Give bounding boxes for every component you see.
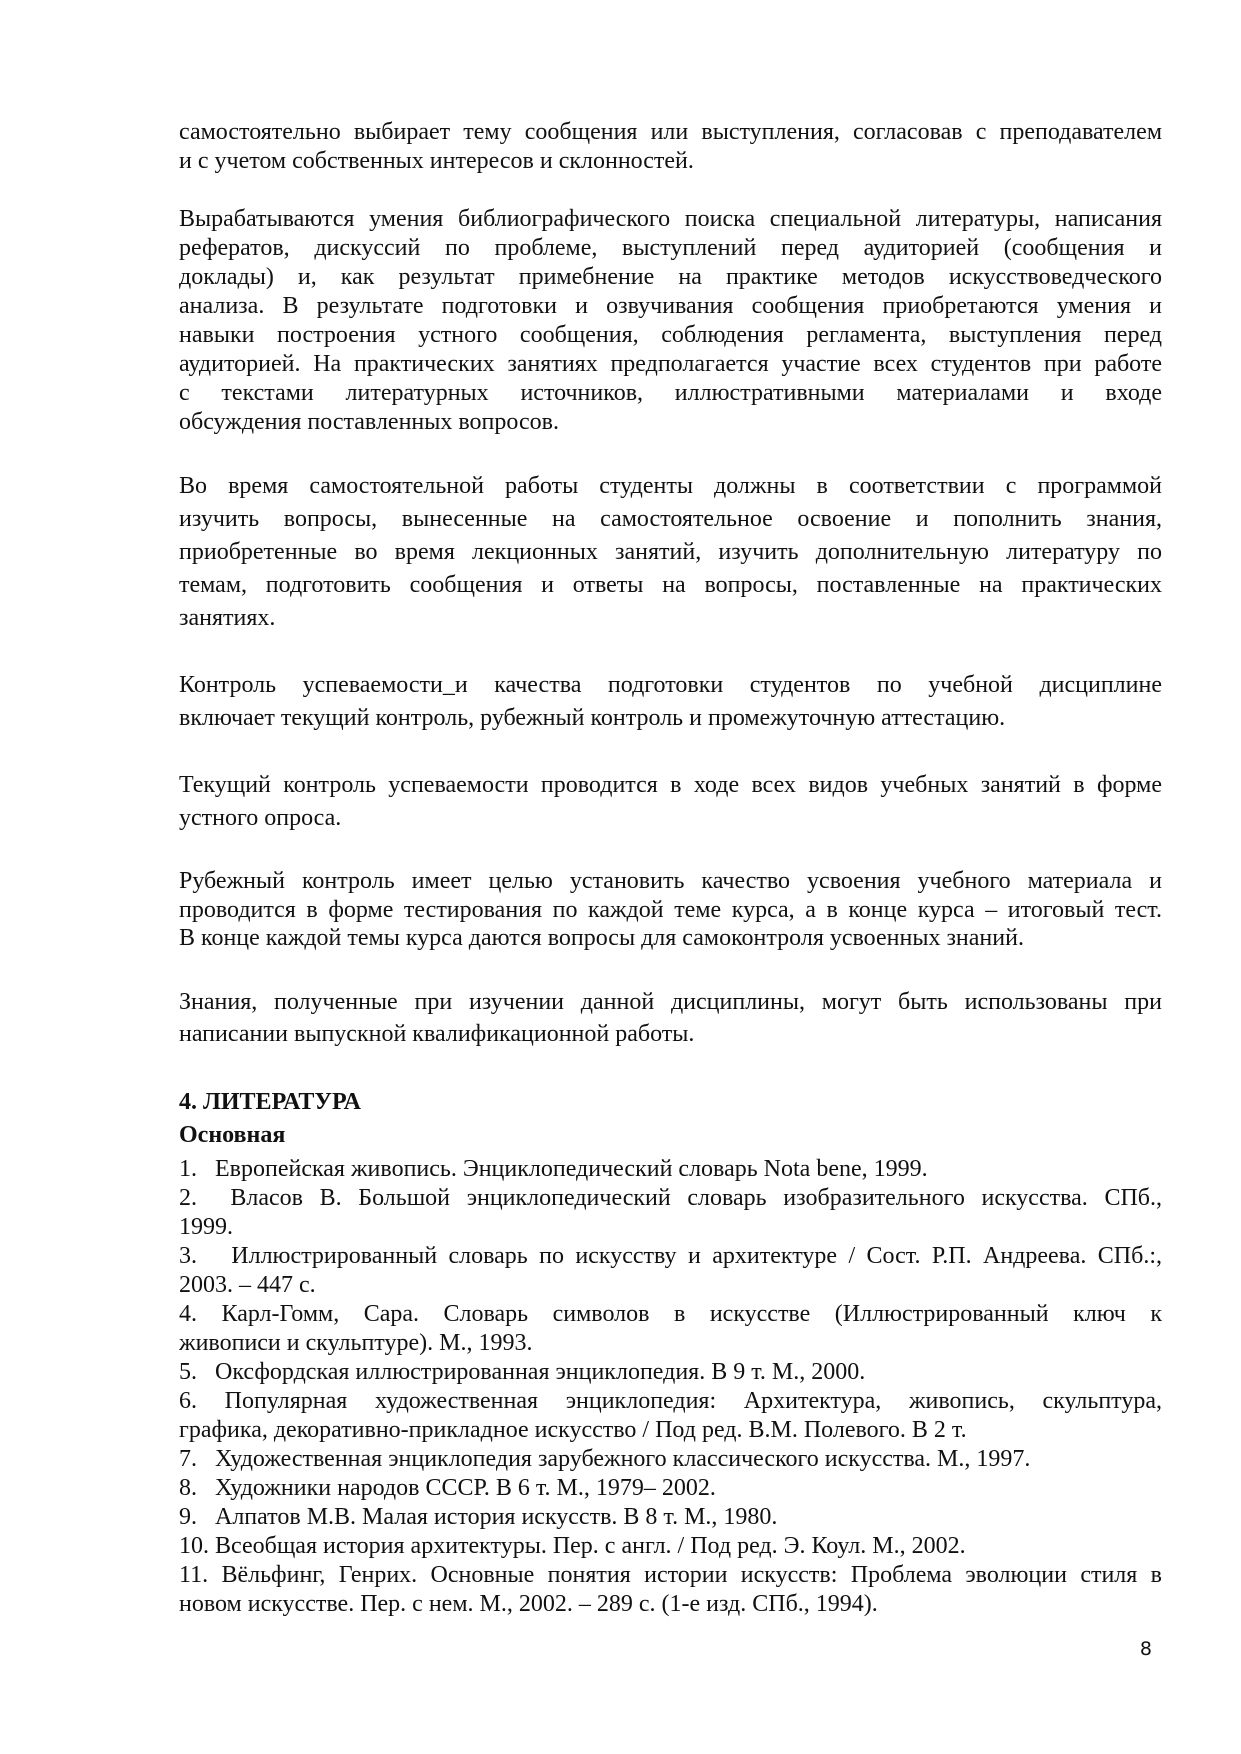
paragraph-2 xyxy=(179,205,1162,437)
reference-list xyxy=(179,1155,1162,1619)
text-line: включает текущий контроль, рубежный контроль и промежуточную аттестацию. xyxy=(179,705,1006,731)
text-line: устного опроса. xyxy=(179,805,342,831)
reference-line: 3. Иллюстрированный словарь по искусству и архитектуре / Сост. Р.П. Андреева. СПб.:, xyxy=(179,1243,1162,1269)
reference-line: новом искусстве. Пер. с нем. М., 2002. – 289 с. (1-е изд. СПб., 1994). xyxy=(179,1591,878,1617)
text-line: Вырабатываются умения библиографического поиска специальной литературы, написания xyxy=(179,206,1162,232)
reference-line: 1. Европейская живопись. Энциклопедический словарь Nota bene, 1999. xyxy=(179,1156,928,1182)
reference-line: 4. Карл-Гомм, Сара. Словарь символов в искусстве (Иллюстрированный ключ к xyxy=(179,1301,1162,1327)
text-line: проводится в форме тестирования по каждой теме курса, а в конце курса – итоговый тест. xyxy=(179,896,1162,923)
reference-line: 2. Власов В. Большой энциклопедический словарь изобразительного искусства. СПб., xyxy=(179,1185,1162,1211)
paragraph-1 xyxy=(179,118,1162,176)
page-number: 8 xyxy=(1139,1638,1152,1660)
reference-line: живописи и скульптуре). М., 1993. xyxy=(179,1330,533,1356)
text-line: Во время самостоятельной работы студенты должны в соответствии с программой xyxy=(179,473,1162,499)
reference-line: 9. Алпатов М.В. Малая история искусств. В 8 т. М., 1980. xyxy=(179,1504,778,1530)
text-line: самостоятельно выбирает тему сообщения или выступления, согласовав с преподавателем xyxy=(179,119,1162,145)
paragraph-6 xyxy=(179,867,1162,953)
paragraph-4 xyxy=(179,669,1162,735)
text-line: изучить вопросы, вынесенные на самостоятельное освоение и пополнить знания, xyxy=(179,506,1162,532)
text-line: занятиях. xyxy=(179,605,276,631)
reference-line: 5. Оксфордская иллюстрированная энциклопедия. В 9 т. М., 2000. xyxy=(179,1359,866,1385)
paragraph-7 xyxy=(179,986,1162,1050)
text-line: Рубежный контроль имеет целью установить качество усвоения учебного материала и xyxy=(179,868,1162,894)
reference-line: 1999. xyxy=(179,1214,233,1240)
text-line: доклады) и, как результат примебнение на практике методов искусствоведческого xyxy=(179,264,1162,290)
text-line: написании выпускной квалификационной работы. xyxy=(179,1021,695,1047)
text-line: В конце каждой темы курса даются вопросы для самоконтроля усвоенных знаний. xyxy=(179,925,1024,951)
text-line: и с учетом собственных интересов и склонностей. xyxy=(179,148,694,174)
text-line: навыки построения устного сообщения, соблюдения регламента, выступления перед xyxy=(179,322,1162,348)
text-line: Текущий контроль успеваемости проводится в ходе всех видов учебных занятий в форме xyxy=(179,772,1162,798)
reference-line: 6. Популярная художественная энциклопедия: Архитектура, живопись, скульптура, xyxy=(179,1388,1162,1414)
text-line: Контроль успеваемости_и качества подготовки студентов по учебной дисциплине xyxy=(179,672,1162,698)
text-line: приобретенные во время лекционных занятий, изучить дополнительную литературу по xyxy=(179,539,1162,565)
paragraph-3 xyxy=(179,470,1162,635)
text-line: обсуждения поставленных вопросов. xyxy=(179,409,559,435)
reference-line: графика, декоративно-прикладное искусство / Под ред. В.М. Полевого. В 2 т. xyxy=(179,1417,967,1443)
text-line: Знания, полученные при изучении данной дисциплины, могут быть использованы при xyxy=(179,989,1162,1015)
text-line: аудиторией. На практических занятиях предполагается участие всех студентов при работе xyxy=(179,351,1162,377)
reference-line: 2003. – 447 с. xyxy=(179,1272,316,1298)
reference-line: 11. Вёльфинг, Генрих. Основные понятия истории искусств: Проблема эволюции стиля в xyxy=(179,1562,1162,1588)
text-line: с текстами литературных источников, иллюстративными материалами и входе xyxy=(179,380,1162,406)
text-line: анализа. В результате подготовки и озвучивания сообщения приобретаются умения и xyxy=(179,293,1162,319)
section-heading: 4. ЛИТЕРАТУРА xyxy=(179,1089,361,1115)
reference-line: 10. Всеобщая история архитектуры. Пер. с англ. / Под ред. Э. Коул. М., 2002. xyxy=(179,1533,966,1559)
section-subheading: Основная xyxy=(179,1122,286,1148)
text-line: рефератов, дискуссий по проблеме, выступлений перед аудиторией (сообщения и xyxy=(179,235,1162,261)
text-line: темам, подготовить сообщения и ответы на вопросы, поставленные на практических xyxy=(179,572,1162,598)
reference-line: 7. Художественная энциклопедия зарубежного классического искусства. М., 1997. xyxy=(179,1446,1031,1472)
reference-line: 8. Художники народов СССР. В 6 т. М., 1979– 2002. xyxy=(179,1475,716,1501)
paragraph-5 xyxy=(179,769,1162,835)
